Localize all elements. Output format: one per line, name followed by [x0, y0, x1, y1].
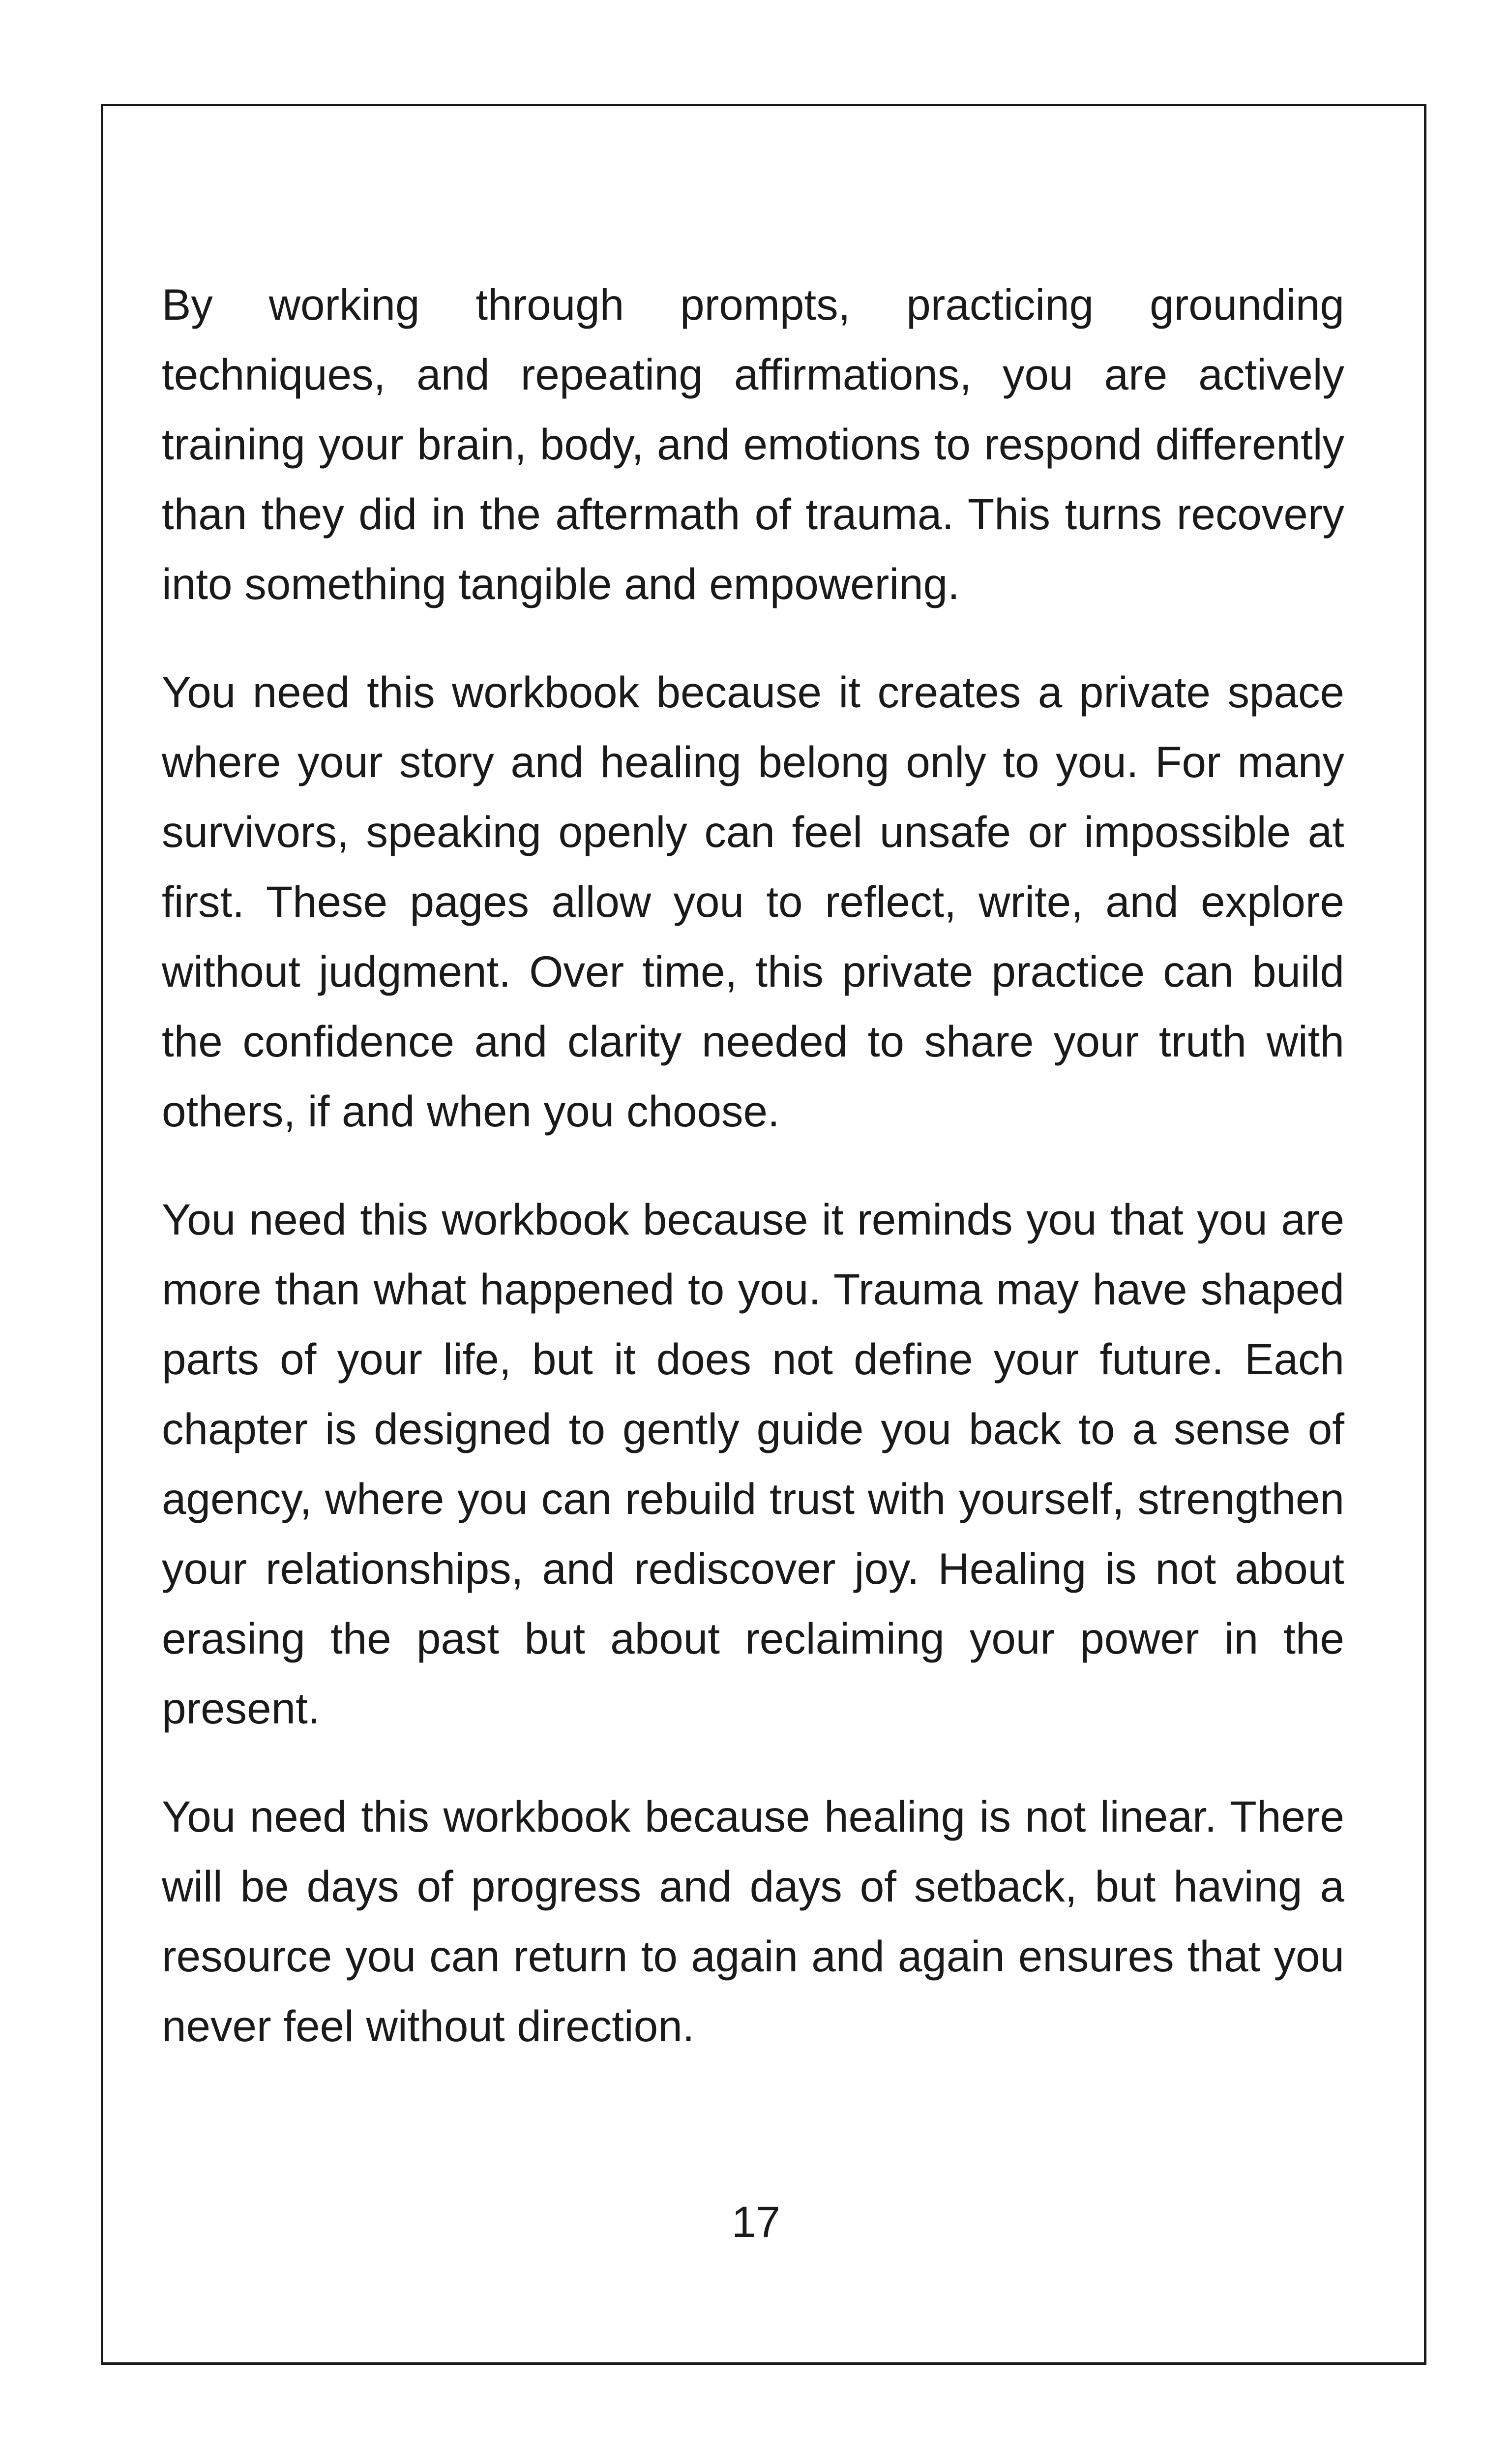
page-number: 17 [732, 2197, 780, 2246]
paragraph-1: By working through prompts, practicing grounding techniques, and repeating affirmations, you are actively training your brain, body, and emotions to respond differently than they did in the aftermath of trauma. This turns recovery into something tangible and empowering. [162, 280, 1344, 608]
page-body [162, 270, 1344, 2099]
paragraph-2: You need this workbook because it creates a private space where your story and healing belong only to you. For many survivors, speaking openly can feel unsafe or impossible at first. These pages allow you to reflect, write, and explore without judgment. Over time, this private practice can build the confidence and clarity needed to share your truth with others, if and when you choose. [162, 667, 1344, 1136]
paragraph-3: You need this workbook because it reminds you that you are more than what happened to you. Trauma may have shaped parts of your life, but it does not define your future. Each chapter is designed to gently guide you back to a sense of agency, where you can rebuild trust with yourself, strengthen your relationships, and rediscover joy. Healing is not about erasing the past but about reclaiming your power in the present. [162, 1195, 1344, 1733]
paragraph-4: You need this workbook because healing is not linear. There will be days of progress and days of setback, but having a resource you can return to again and again ensures that you never feel without direction. [162, 1792, 1344, 2051]
